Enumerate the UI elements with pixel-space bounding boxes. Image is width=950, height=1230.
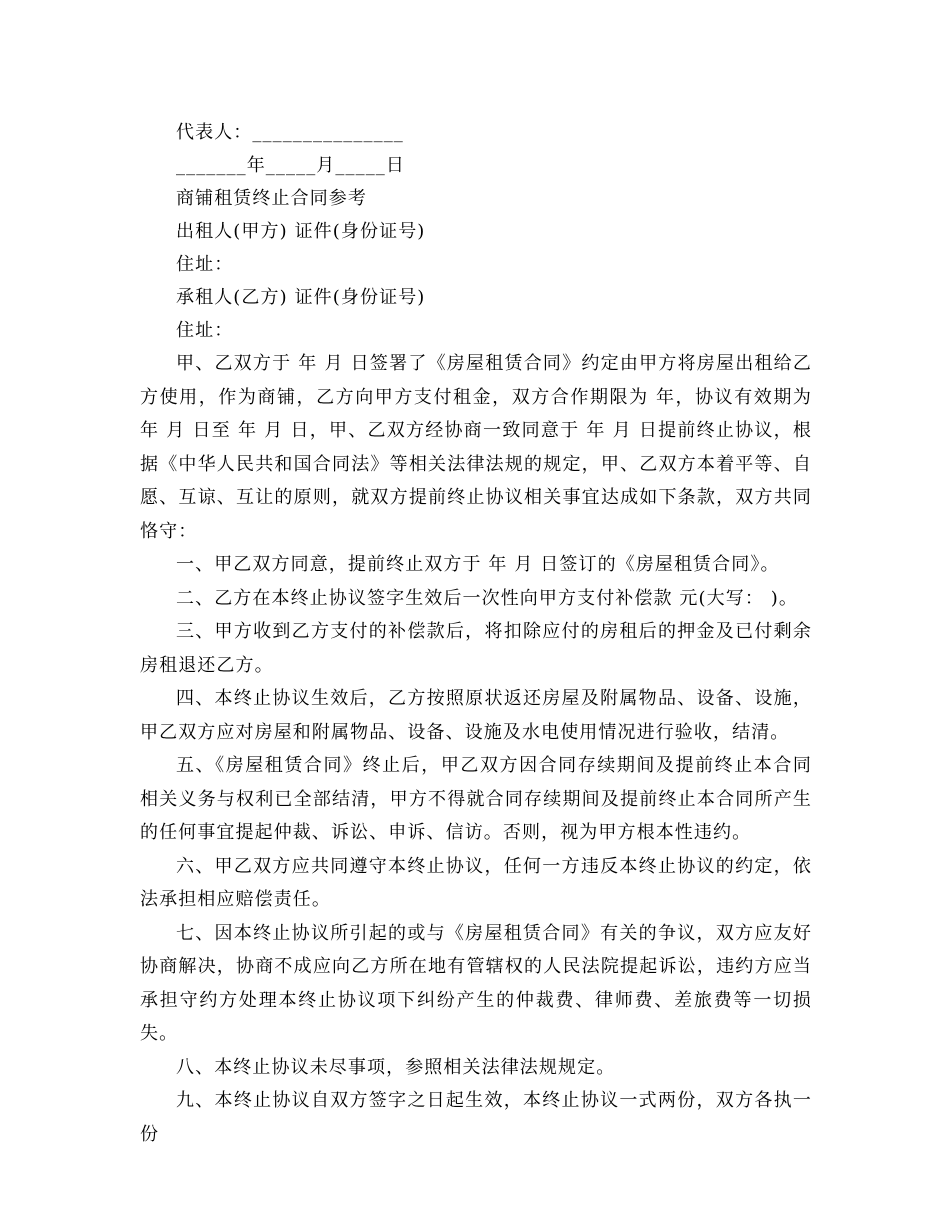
lessor-id-line: 出租人(甲方) 证件(身份证号) — [176, 221, 426, 242]
clause-1: 一、甲乙双方同意，提前终止双方于 年 月 日签订的《房屋租赁合同》。 — [176, 554, 780, 575]
date-line: _______年_____月_____日 — [176, 155, 405, 176]
clause-6: 六、甲乙双方应共同遵守本终止协议，任何一方违反本终止协议的约定，依法承担相应赔偿责任。 — [140, 855, 812, 910]
lessor-address-line: 住址： — [176, 254, 234, 275]
clause-2: 二、乙方在本终止协议签字生效后一次性向甲方支付补偿款 元(大写： )。 — [176, 587, 798, 609]
preamble-paragraph: 甲、乙双方于 年 月 日签署了《房屋租赁合同》约定由甲方将房屋出租给乙方使用，作为商铺，乙方向甲方支付租金，双方合作期限为 年，协议有效期为 年 月 日至 年 月 日，甲、乙双方经协商一致同意于 年 月 日提前终止协议，根据《中华人民共和国合同法》等相关法律法规的规定，甲、乙双方本着平等、自愿、互谅、互让的原则，就双方提前终止协议相关事宜达成如下条款，双方共同恪守： — [140, 353, 812, 542]
document-body — [140, 116, 812, 1151]
clause-8: 八、本终止协议未尽事项，参照相关法律法规规定。 — [176, 1056, 616, 1078]
document-title: 商铺租赁终止合同参考 — [176, 188, 367, 209]
clause-9: 九、本终止协议自双方签字之日起生效，本终止协议一式两份，双方各执一份 — [140, 1090, 812, 1145]
representative-signature-line: 代表人：_______________ — [176, 122, 404, 143]
clause-3: 三、甲方收到乙方支付的补偿款后，将扣除应付的房租后的押金及已付剩余房租退还乙方。 — [140, 621, 812, 676]
clause-7: 七、因本终止协议所引起的或与《房屋租赁合同》有关的争议，双方应友好协商解决，协商不成应向乙方所在地有管辖权的人民法院提起诉讼，违约方应当承担守约方处理本终止协议项下纠纷产生的仲裁费、律师费、差旅费等一切损失。 — [140, 922, 812, 1044]
lessee-address-line: 住址： — [176, 320, 234, 341]
clause-5: 五、《房屋租赁合同》终止后，甲乙双方因合同存续期间及提前终止本合同相关义务与权利已全部结清，甲方不得就合同存续期间及提前终止本合同所产生的任何事宜提起仲裁、诉讼、申诉、信访。否则，视为甲方根本性违约。 — [140, 755, 812, 843]
lessee-id-line: 承租人(乙方) 证件(身份证号) — [176, 287, 426, 308]
clause-4: 四、本终止协议生效后，乙方按照原状返还房屋及附属物品、设备、设施，甲乙双方应对房屋和附属物品、设备、设施及水电使用情况进行验收，结清。 — [140, 688, 812, 743]
